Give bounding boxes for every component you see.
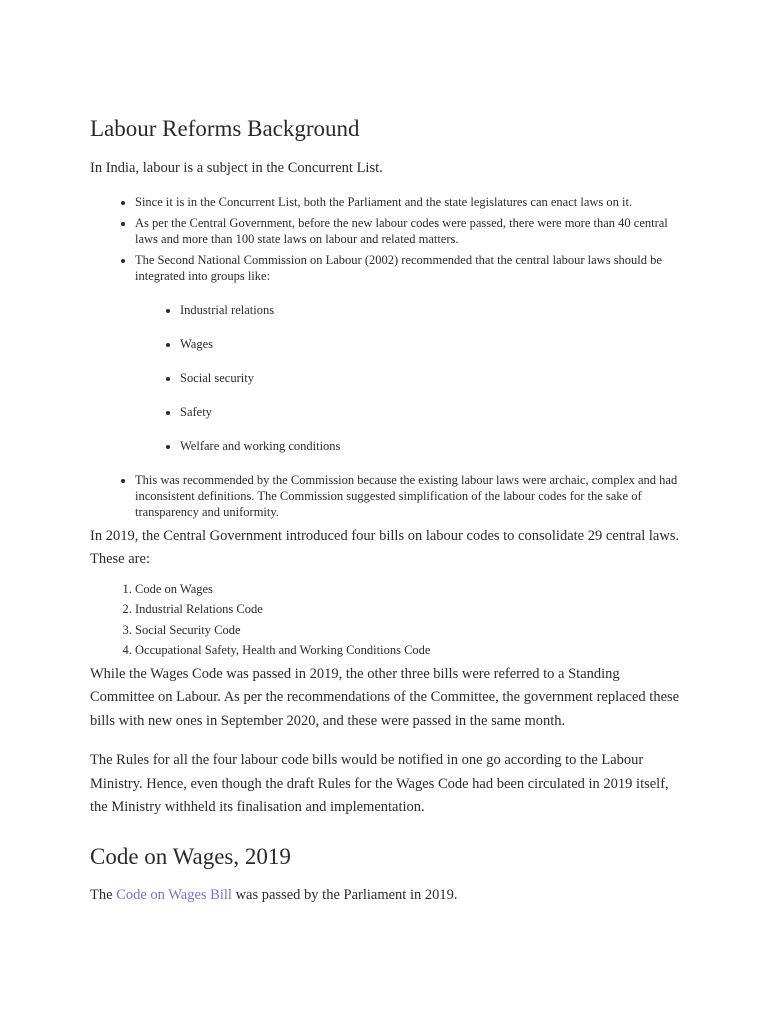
groups-sub-list bbox=[135, 302, 682, 454]
sub-list-item: • Industrial relations bbox=[180, 302, 682, 318]
sub-list-item: • Social security bbox=[180, 370, 682, 386]
bullet-item-text: The Second National Commission on Labour (2002) recommended that the central labour laws should be integrated into groups like: bbox=[135, 252, 662, 283]
code-list-item: 2. Industrial Relations Code bbox=[135, 601, 682, 617]
bullet-item bbox=[135, 252, 682, 454]
bullet-item: • This was recommended by the Commission because the existing labour laws were archaic, complex and had inconsistent definitions. The Commission suggested simplification of the labour codes for the sake of transparency and uniformity. bbox=[135, 472, 682, 520]
code-on-wages-paragraph bbox=[90, 884, 682, 908]
bills-intro-paragraph: In 2019, the Central Government introduced four bills on labour codes to consolidate 29 central laws. These are: bbox=[90, 527, 680, 567]
sub-list-item: • Wages bbox=[180, 336, 682, 352]
heading-labour-reforms-background: Labour Reforms Background bbox=[90, 116, 360, 141]
rules-paragraph: The Rules for all the four labour code bills would be notified in one go according to the Labour Ministry. Hence, even though the draft Rules for the Wages Code had been circulated in 2019 itself, the Ministry withheld its finalisation and implementation. bbox=[90, 752, 669, 815]
labour-codes-list bbox=[90, 581, 682, 659]
sub-list-item: • Safety bbox=[180, 404, 682, 420]
wages-code-paragraph: While the Wages Code was passed in 2019, the other three bills were referred to a Standing Committee on Labour. As per the recommendations of the Committee, the government replaced these bills with new ones in September 2020, and these were passed in the same month. bbox=[90, 665, 680, 729]
heading-code-on-wages: Code on Wages, 2019 bbox=[90, 843, 291, 869]
code-list-item: 1. Code on Wages bbox=[135, 581, 682, 597]
text-after-link: was passed by the Parliament in 2019. bbox=[231, 886, 458, 903]
intro-paragraph: In India, labour is a subject in the Concurrent List. bbox=[90, 160, 383, 176]
code-list-item: 3. Social Security Code bbox=[135, 622, 682, 638]
code-list-item: 4. Occupational Safety, Health and Working Conditions Code bbox=[135, 642, 682, 658]
document-page bbox=[90, 112, 682, 907]
bullet-item: • Since it is in the Concurrent List, both the Parliament and the state legislatures can enact laws on it. bbox=[135, 194, 682, 210]
text-before-link: The bbox=[90, 886, 117, 903]
bullet-item: • As per the Central Government, before the new labour codes were passed, there were more than 40 central laws and more than 100 state laws on labour and related matters. bbox=[135, 215, 682, 247]
sub-list-item: • Welfare and working conditions bbox=[180, 438, 682, 454]
code-on-wages-bill-link[interactable]: Code on Wages Bill bbox=[116, 886, 232, 903]
background-bullet-list bbox=[90, 194, 682, 520]
